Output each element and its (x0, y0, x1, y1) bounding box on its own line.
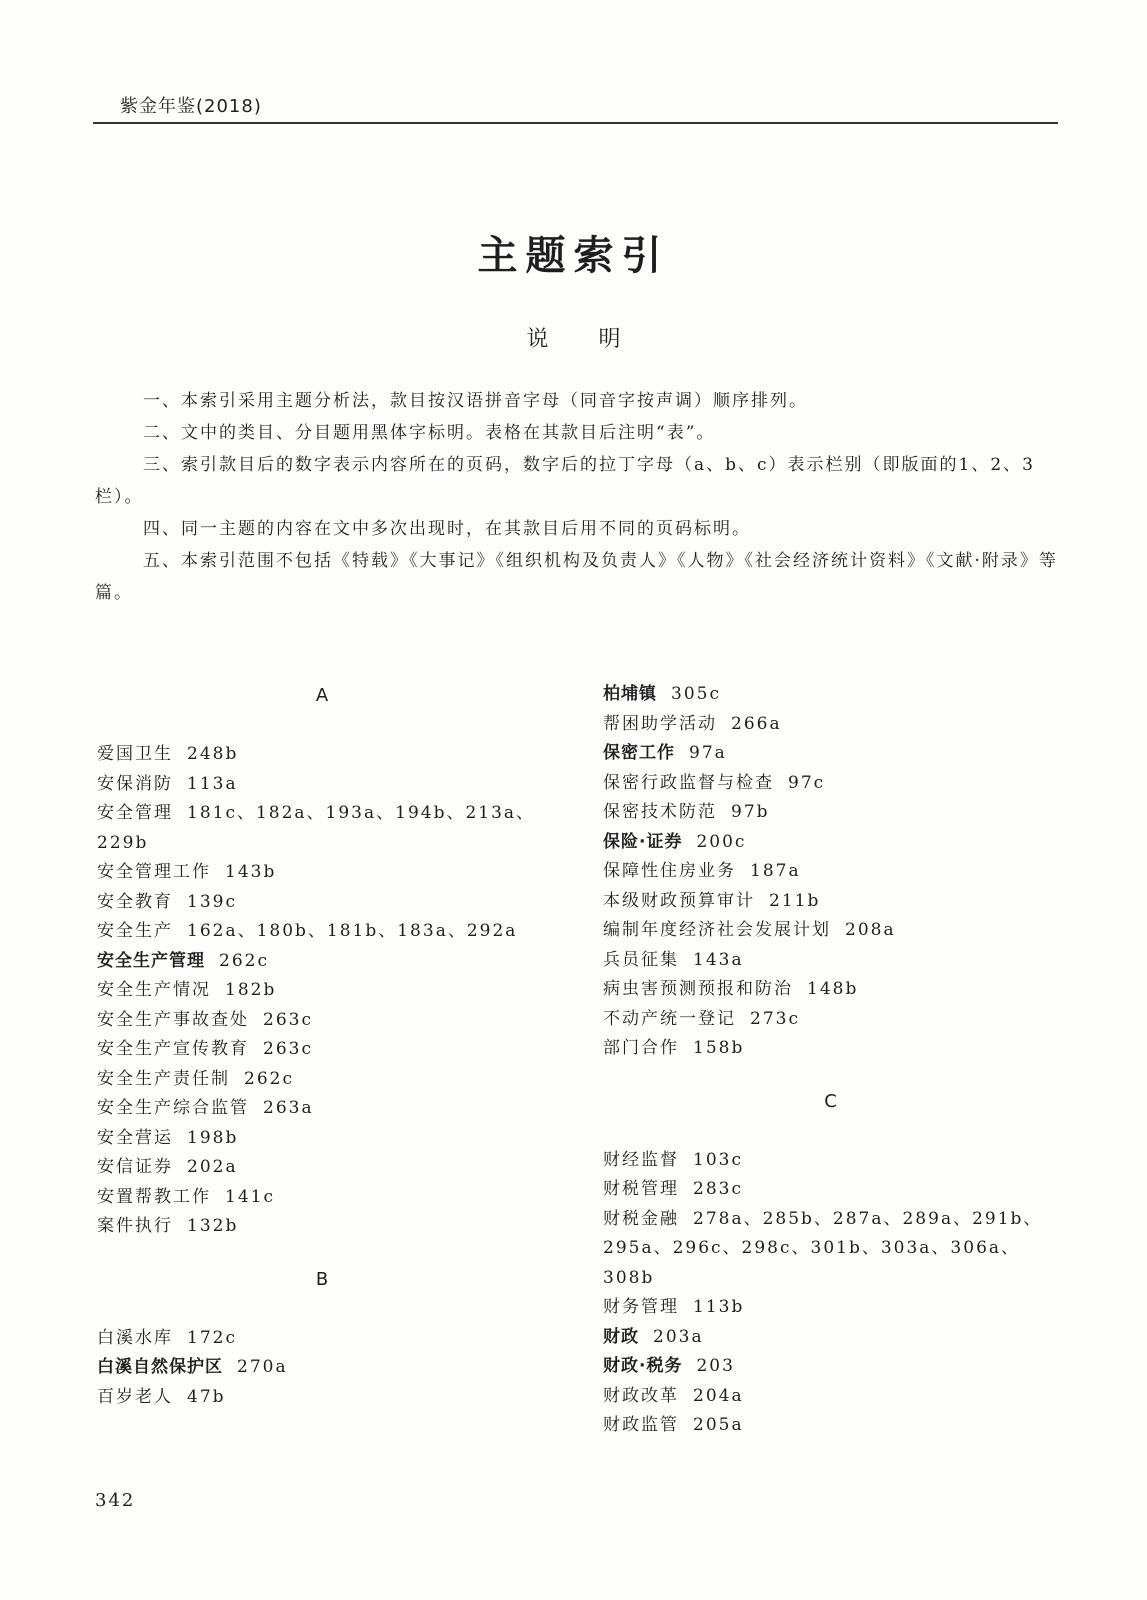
index-category-entry (603, 739, 1058, 769)
index-entry (97, 1124, 547, 1154)
index-page-refs: 97a (689, 743, 727, 763)
index-term: 安全生产管理 (97, 950, 205, 971)
index-page-refs: 139c (187, 891, 237, 912)
index-entry (603, 1382, 1058, 1412)
index-entry (603, 1411, 1058, 1441)
index-letter-heading: A (315, 685, 329, 706)
index-page-refs: 198b (187, 1127, 239, 1148)
index-page-refs: 263a (263, 1098, 314, 1118)
index-term: 安全生产宣传教育 (97, 1039, 249, 1059)
index-term: 安全管理 (97, 803, 173, 823)
index-term: 财税金融 (603, 1208, 679, 1229)
index-term: 财税管理 (603, 1179, 679, 1199)
index-entry (603, 975, 1058, 1005)
index-term: 本级财政预算审计 (603, 890, 755, 911)
index-term: 安全生产责任制 (97, 1068, 230, 1089)
index-page-refs: 182b (225, 980, 277, 1000)
index-entry (603, 946, 1058, 976)
note-item: 四、同一主题的内容在文中多次出现时，在其款目后用不同的页码标明。 (143, 519, 751, 539)
index-entry (603, 1293, 1058, 1323)
index-page-refs: 132b (187, 1216, 239, 1236)
index-page-refs: 47b (187, 1386, 226, 1407)
index-entry (97, 1035, 547, 1065)
index-entry (97, 770, 547, 800)
index-page-refs: 262c (244, 1068, 294, 1089)
index-page-refs: 263c (263, 1009, 313, 1030)
section-spacer (603, 1064, 1058, 1086)
index-term: 财经监督 (603, 1149, 679, 1170)
note-item: 三、索引款目后的数字表示内容所在的页码，数字后的拉丁字母（a、b、c）表示栏别（即版面的1、2、3栏）。 (95, 455, 1035, 507)
index-term: 财政·税务 (603, 1356, 683, 1376)
index-term: 安全生产情况 (97, 980, 211, 1000)
index-page-refs: 97b (731, 802, 770, 822)
index-page-refs: 273c (750, 1008, 800, 1029)
index-term: 保密行政监督与检查 (603, 772, 774, 793)
index-page-refs: 266a (731, 713, 782, 734)
index-page-refs: 305c (671, 684, 721, 704)
running-header: 紫金年鉴(2018) (120, 96, 262, 117)
index-category-entry (603, 1323, 1058, 1353)
index-page-refs: 208a (845, 920, 896, 940)
index-page-refs: 200c (696, 831, 747, 852)
index-page-refs: 148b (807, 979, 859, 999)
index-page-refs: 205a (693, 1415, 744, 1435)
index-term: 病虫害预测预报和防治 (603, 979, 793, 999)
index-entry (603, 1005, 1058, 1035)
index-term: 财政改革 (603, 1385, 679, 1406)
index-term: 爱国卫生 (97, 744, 173, 764)
index-page-refs: 263c (263, 1039, 313, 1059)
explanatory-notes (95, 385, 1058, 609)
index-column-right (603, 680, 1058, 1441)
index-term: 财政监管 (603, 1415, 679, 1435)
index-entry (97, 888, 547, 918)
index-term: 安全生产 (97, 921, 173, 941)
index-entry (603, 916, 1058, 946)
index-page-refs: 113a (187, 773, 238, 794)
index-term: 兵员征集 (603, 949, 679, 970)
index-entry (603, 1175, 1058, 1205)
index-page-refs: 283c (693, 1179, 743, 1199)
index-page-refs: 262c (219, 950, 269, 971)
index-entry (97, 976, 547, 1006)
index-term: 安全生产综合监管 (97, 1098, 249, 1118)
index-page-refs: 203a (653, 1326, 704, 1347)
page-number: 342 (95, 1490, 136, 1511)
index-page-refs: 202a (187, 1157, 238, 1177)
index-page-refs: 204a (693, 1385, 744, 1406)
index-term: 部门合作 (603, 1038, 679, 1058)
section-spacer (97, 1242, 547, 1264)
index-entry (603, 1205, 1058, 1294)
index-page-refs: 103c (693, 1149, 743, 1170)
note-item: 五、本索引范围不包括《特载》《大事记》《组织机构及负责人》《人物》《社会经济统计资料》《文献·附录》等篇。 (95, 551, 1058, 603)
index-entry (97, 1153, 547, 1183)
index-term: 保险·证券 (603, 831, 683, 852)
index-term: 案件执行 (97, 1216, 173, 1236)
index-term: 财务管理 (603, 1297, 679, 1317)
index-term: 安全管理工作 (97, 862, 211, 882)
index-category-entry (603, 680, 1058, 710)
section-subtitle: 说明 (526, 327, 671, 352)
index-entry (603, 710, 1058, 740)
index-entry (97, 917, 547, 947)
note-item: 一、本索引采用主题分析法，款目按汉语拼音字母（同音字按声调）顺序排列。 (143, 391, 808, 411)
index-entry (603, 887, 1058, 917)
index-page-refs: 162a、180b、181b、183a、292a (187, 921, 518, 941)
index-term: 安全生产事故查处 (97, 1009, 249, 1030)
index-term: 保密技术防范 (603, 802, 717, 822)
index-term: 白溪水库 (97, 1327, 173, 1348)
index-category-entry (603, 1352, 1058, 1382)
index-page-refs: 278a、285b、287a、289a、291b、295a、296c、298c、301b、303a、306a、308b (603, 1208, 1043, 1288)
index-term: 安置帮教工作 (97, 1186, 211, 1207)
index-page-refs: 113b (693, 1297, 745, 1317)
index-entry (97, 1212, 547, 1242)
index-page-refs: 172c (187, 1327, 237, 1348)
index-category-entry (97, 1353, 547, 1383)
index-term: 编制年度经济社会发展计划 (603, 920, 831, 940)
index-category-entry (603, 828, 1058, 858)
note-item: 二、文中的类目、分目题用黑体字标明。表格在其款目后注明“表”。 (143, 423, 716, 443)
index-term: 白溪自然保护区 (97, 1357, 223, 1377)
index-term: 安全营运 (97, 1127, 173, 1148)
index-letter-heading: B (315, 1268, 329, 1290)
index-term: 安信证券 (97, 1157, 173, 1177)
index-entry (97, 740, 547, 770)
index-entry (97, 1324, 547, 1354)
index-entry (603, 1034, 1058, 1064)
index-term: 柏埔镇 (603, 684, 657, 704)
index-entry (603, 1146, 1058, 1176)
index-page-refs: 211b (769, 890, 821, 911)
index-entry (603, 857, 1058, 887)
index-entry (603, 798, 1058, 828)
index-term: 不动产统一登记 (603, 1008, 736, 1029)
index-letter-heading: C (824, 1090, 837, 1112)
index-entry (97, 1383, 547, 1413)
header-divider (93, 122, 1058, 124)
index-page-refs: 187a (750, 861, 801, 881)
index-entry (97, 799, 547, 858)
page-title: 主题索引 (477, 232, 670, 279)
index-page-refs: 143b (225, 862, 277, 882)
index-term: 安全教育 (97, 891, 173, 912)
index-page-refs: 97c (788, 772, 826, 793)
index-page-refs: 181c、182a、193a、194b、213a、229b (97, 803, 536, 853)
index-term: 帮困助学活动 (603, 713, 717, 734)
index-entry (97, 1065, 547, 1095)
index-page-refs: 203 (696, 1356, 735, 1376)
index-page-refs: 141c (225, 1186, 275, 1207)
index-entry (97, 1094, 547, 1124)
index-page-refs: 143a (693, 949, 744, 970)
index-entry (97, 1006, 547, 1036)
index-entry (97, 1183, 547, 1213)
index-category-entry (97, 947, 547, 977)
index-column-left (97, 680, 547, 1412)
index-entry (603, 769, 1058, 799)
index-term: 安保消防 (97, 773, 173, 794)
index-term: 财政 (603, 1326, 639, 1347)
index-term: 保密工作 (603, 743, 675, 763)
index-page-refs: 270a (237, 1357, 288, 1377)
index-term: 保障性住房业务 (603, 861, 736, 881)
index-page-refs: 158b (693, 1038, 745, 1058)
index-page-refs: 248b (187, 744, 239, 764)
index-term: 百岁老人 (97, 1386, 173, 1407)
index-entry (97, 858, 547, 888)
